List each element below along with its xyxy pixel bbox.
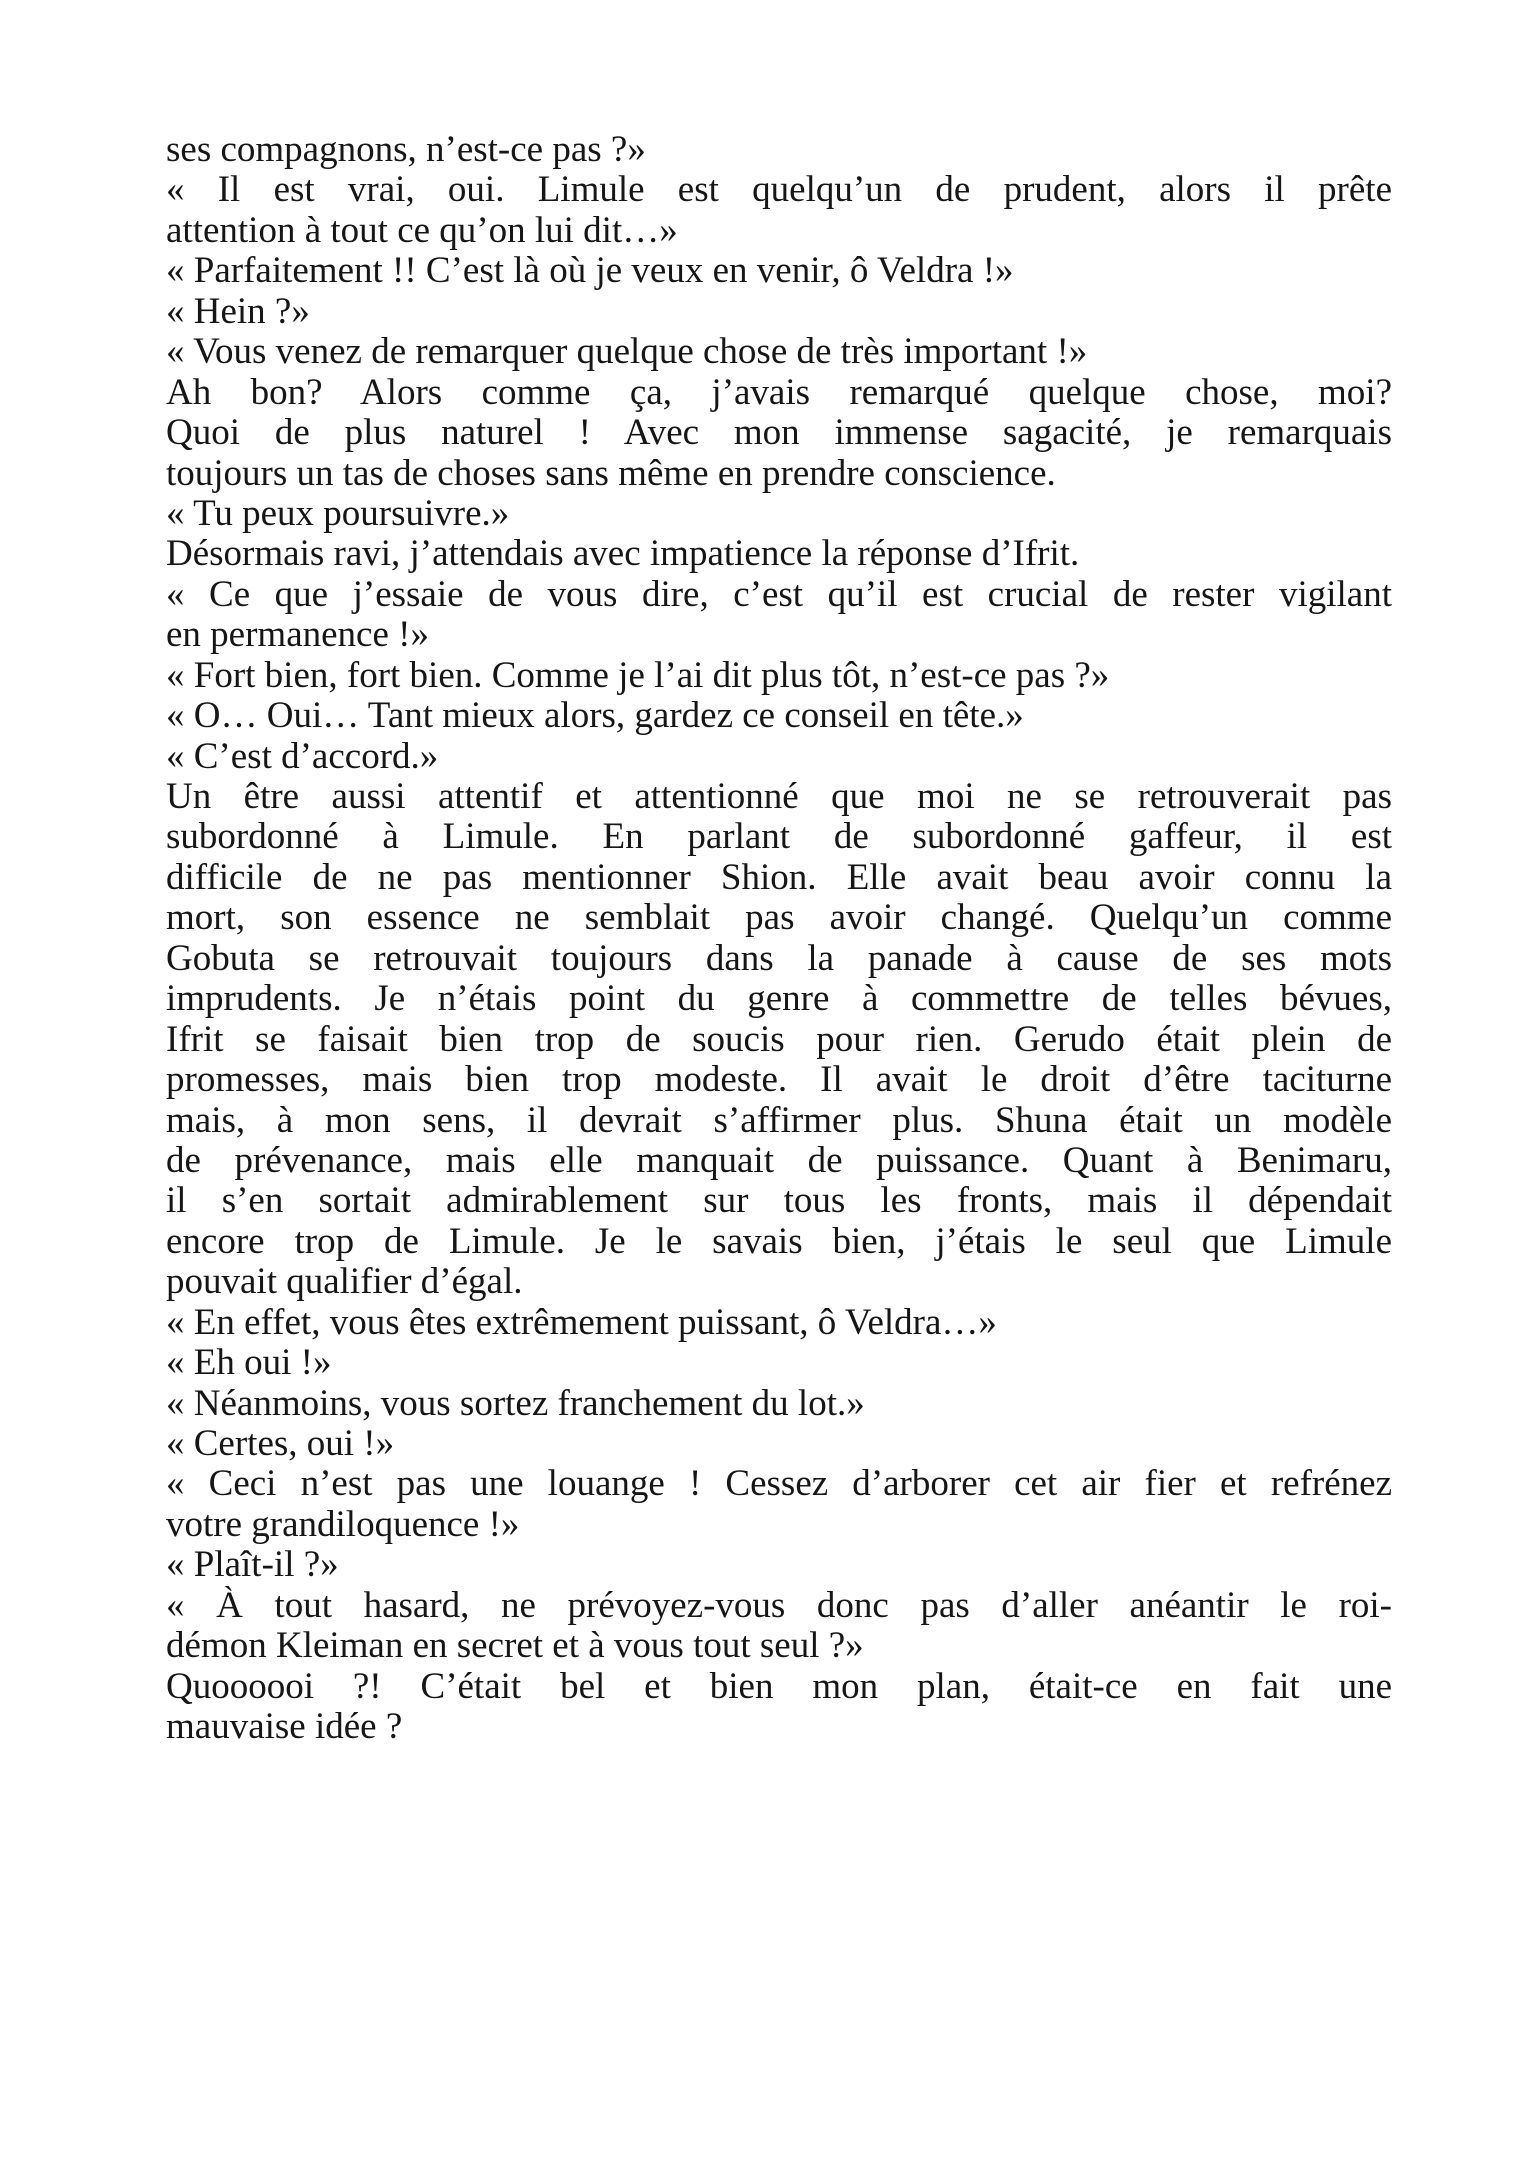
text-line: « O… Oui… Tant mieux alors, gardez ce conseil en tête.» [166, 695, 1024, 737]
text-line: « Certes, oui !» [166, 1423, 395, 1464]
text-line: votre grandiloquence !» [166, 1503, 520, 1545]
text-line: toujours un tas de choses sans même en prendre conscience. [166, 452, 1056, 494]
text-line: Un être aussi attentif et attentionné que moi ne se retrouverait pas [166, 777, 1392, 817]
book-page-text [166, 130, 1392, 1748]
text-line: Désormais ravi, j’attendais avec impatience la réponse d’Ifrit. [166, 533, 1080, 575]
text-line: Ifrit se faisait bien trop de soucis pour rien. Gerudo était plein de [166, 1019, 1392, 1060]
text-line: « Eh oui !» [166, 1342, 332, 1384]
text-line: difficile de ne pas mentionner Shion. Elle avait beau avoir connu la [166, 857, 1392, 898]
text-line: « En effet, vous êtes extrêmement puissant, ô Veldra…» [166, 1301, 997, 1343]
text-line: mais, à mon sens, il devrait s’affirmer plus. Shuna était un modèle [166, 1100, 1392, 1141]
text-line: « Plaît-il ?» [166, 1544, 339, 1586]
text-line: « Il est vrai, oui. Limule est quelqu’un de prudent, alors il prête [166, 170, 1392, 211]
text-line: « C’est d’accord.» [166, 735, 439, 777]
text-line: subordonné à Limule. En parlant de subordonné gaffeur, il est [166, 817, 1392, 858]
text-line: mauvaise idée ? [166, 1706, 403, 1748]
text-line: « Hein ?» [166, 290, 310, 332]
text-line: « Parfaitement !! C’est là où je veux en venir, ô Veldra !» [166, 250, 1014, 292]
text-line: Quoooooi ?! C’était bel et bien mon plan, était-ce en fait une [166, 1666, 1392, 1707]
text-line: Ah bon? Alors comme ça, j’avais remarqué quelque chose, moi? [166, 372, 1392, 413]
text-line: « Ce que j’essaie de vous dire, c’est qu’il est crucial de rester vigilant [166, 574, 1392, 615]
text-line: « Tu peux poursuivre.» [166, 492, 510, 534]
text-line: imprudents. Je n’étais point du genre à commettre de telles bévues, [166, 979, 1392, 1020]
text-line: de prévenance, mais elle manquait de puissance. Quant à Benimaru, [166, 1140, 1392, 1181]
text-line: attention à tout ce qu’on lui dit…» [166, 209, 678, 251]
text-line: pouvait qualifier d’égal. [166, 1261, 523, 1303]
text-line: « Vous venez de remarquer quelque chose de très important !» [166, 331, 1088, 373]
text-line: « Fort bien, fort bien. Comme je l’ai dit plus tôt, n’est-ce pas ?» [166, 654, 1110, 696]
text-line: « Ceci n’est pas une louange ! Cessez d’arborer cet air fier et refrénez [166, 1464, 1392, 1505]
text-line: promesses, mais bien trop modeste. Il avait le droit d’être taciturne [166, 1060, 1392, 1101]
text-line: il s’en sortait admirablement sur tous les fronts, mais il dépendait [166, 1181, 1392, 1222]
text-line: mort, son essence ne semblait pas avoir changé. Quelqu’un comme [166, 898, 1392, 939]
text-line: « Néanmoins, vous sortez franchement du lot.» [166, 1382, 865, 1424]
text-line: en permanence !» [166, 614, 429, 656]
text-line: encore trop de Limule. Je le savais bien, j’étais le seul que Limule [166, 1221, 1392, 1262]
text-line: Quoi de plus naturel ! Avec mon immense sagacité, je remarquais [166, 413, 1392, 454]
text-line: « À tout hasard, ne prévoyez-vous donc pas d’aller anéantir le roi- [166, 1585, 1392, 1626]
text-line: Gobuta se retrouvait toujours dans la panade à cause de ses mots [166, 938, 1392, 979]
text-line: ses compagnons, n’est-ce pas ?» [166, 129, 646, 170]
text-line: démon Kleiman en secret et à vous tout seul ?» [166, 1625, 864, 1667]
